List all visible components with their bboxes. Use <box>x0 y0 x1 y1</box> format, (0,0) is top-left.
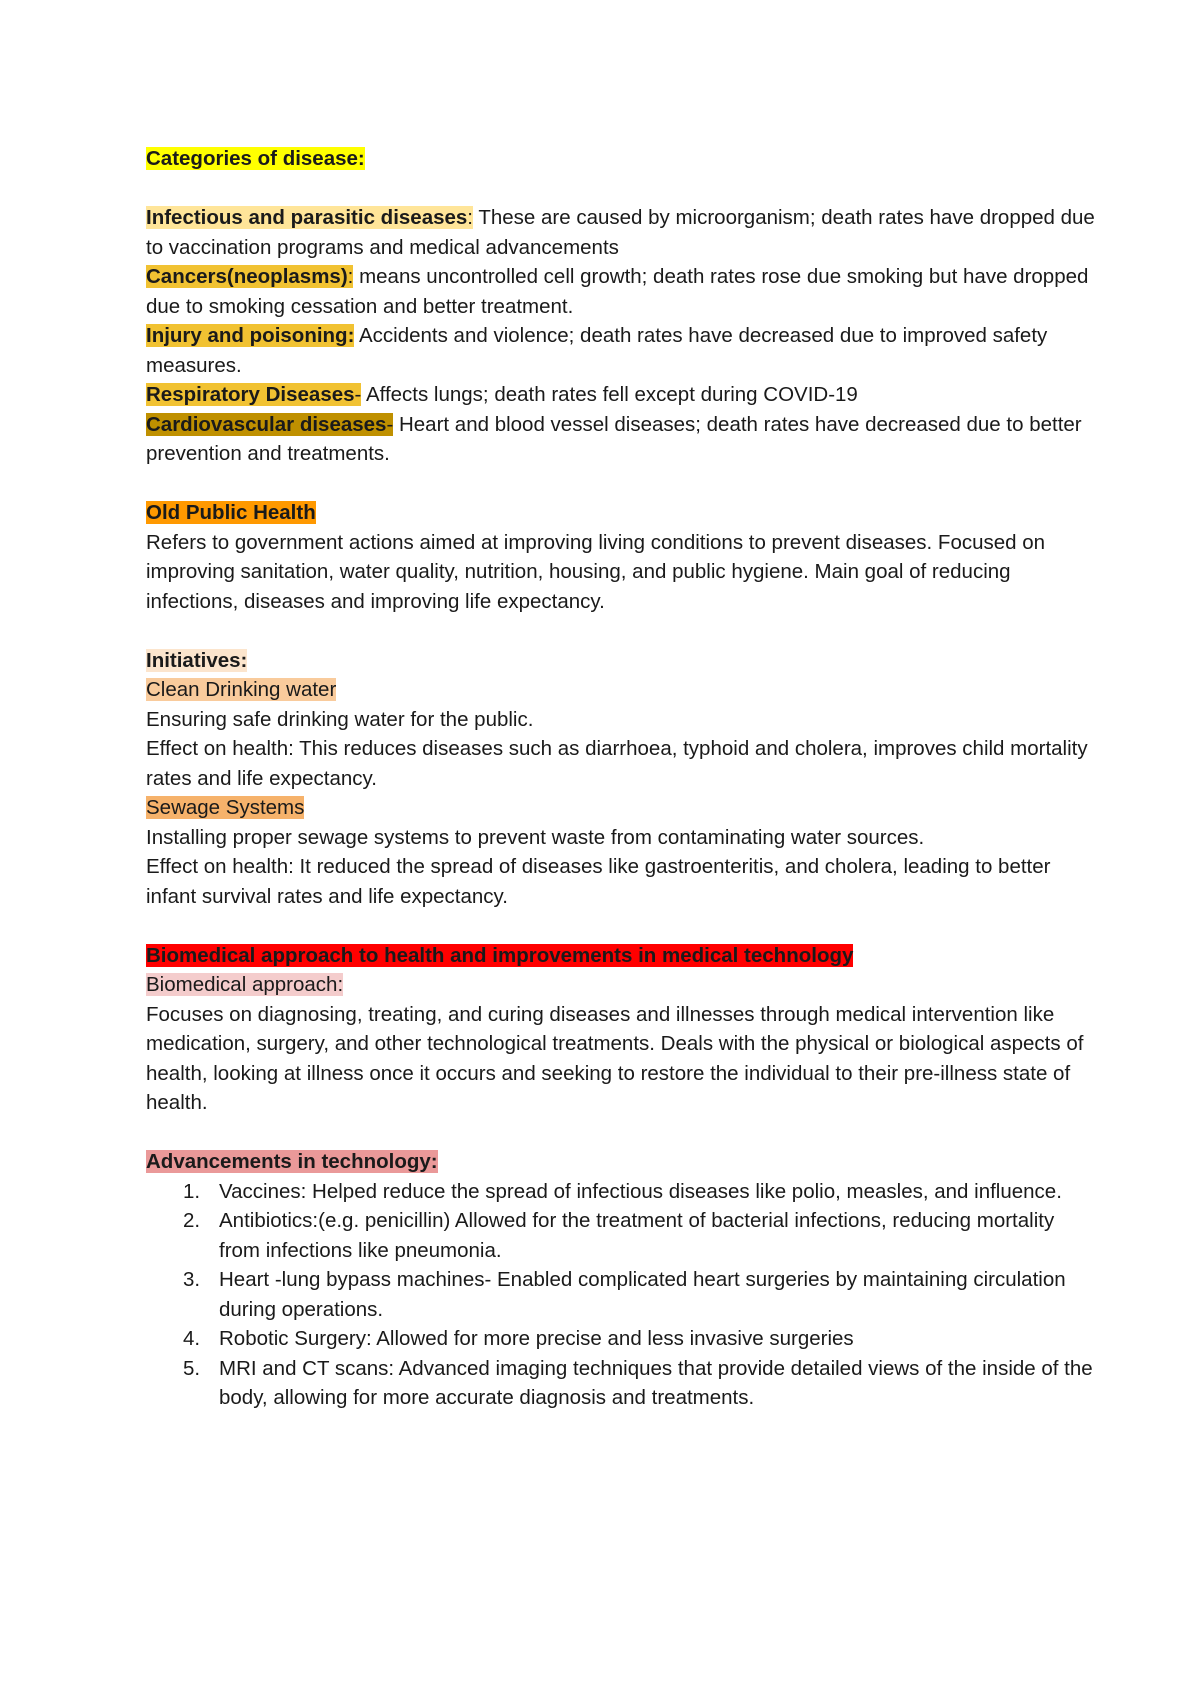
category-text: Affects lungs; death rates fell except during COVID-19 <box>361 383 858 406</box>
category-item: Cancers(neoplasms): means uncontrolled cell growth; death rates rose due smoking but have dropped due to smoking cessation and better treatment. <box>146 265 1089 318</box>
initiative-name: Sewage Systems <box>146 796 305 819</box>
list-item: 3. Heart -lung bypass machines- Enabled complicated heart surgeries by maintaining circulation during operations. <box>183 1268 1066 1321</box>
category-item: Infectious and parasitic diseases: These are caused by microorganism; death rates have dropped due to vaccination programs and medical advancements <box>146 206 1095 259</box>
category-term: Injury and poisoning: <box>146 324 355 347</box>
category-term: Cardiovascular diseases <box>146 412 387 436</box>
list-item: 5. MRI and CT scans: Advanced imaging techniques that provide detailed views of the inside of the body, allowing for more accurate diagnosis and treatments. <box>183 1356 1093 1409</box>
categories-heading-line <box>146 144 1100 174</box>
advancements-list <box>146 1177 1100 1413</box>
category-item <box>146 321 1100 380</box>
category-text: These are caused by microorganism; death rates have dropped due to vaccination programs and medical advancements <box>146 206 1095 259</box>
biomedical-body: Focuses on diagnosing, treating, and curing diseases and illnesses through medical intervention like medication, surgery, and other technological treatments. Deals with the physical or biological aspects of health, looking at illness once it occurs and seeking to restore the individual to their pre-illness state of health. <box>146 1002 1084 1114</box>
category-item: Respiratory Diseases- Affects lungs; death rates fell except during COVID-19 <box>146 383 858 406</box>
category-text: Heart and blood vessel diseases; death rates have decreased due to better prevention and treatments. <box>146 412 1082 465</box>
initiative-desc: Installing proper sewage systems to prevent waste from contaminating water sources. <box>146 825 925 849</box>
old-public-health-section <box>146 498 1100 616</box>
category-item: Cardiovascular diseases- Heart and blood vessel diseases; death rates have decreased due to better prevention and treatments. <box>146 412 1082 465</box>
initiatives-title: Initiatives: <box>146 648 248 672</box>
old-public-health-title: Old Public Health <box>146 501 316 524</box>
list-item: 1. Vaccines: Helped reduce the spread of infectious diseases like polio, measles, and influence. <box>183 1179 1062 1203</box>
biomedical-subtitle: Biomedical approach: <box>146 973 344 996</box>
category-term: Infectious and parasitic diseases <box>146 206 468 229</box>
biomedical-section <box>146 941 1100 1118</box>
old-public-health-body: Refers to government actions aimed at improving living conditions to prevent diseases. Focused on improving sanitation, water quality, nutrition, housing, and public hygiene. Main goal of reducing infections, diseases and improving life expectancy. <box>146 530 1046 613</box>
biomedical-title: Biomedical approach to health and improvements in medical technology <box>146 943 854 967</box>
initiative-effect: Effect on health: It reduced the spread of diseases like gastroenteritis, and cholera, leading to better infant survival rates and life expectancy. <box>146 855 1051 908</box>
advancements-title: Advancements in technology: <box>146 1150 438 1173</box>
initiatives-section <box>146 646 1100 912</box>
list-item: 4. Robotic Surgery: Allowed for more precise and less invasive surgeries <box>183 1327 854 1350</box>
category-term: Cancers(neoplasms) <box>146 265 348 288</box>
categories-heading: Categories of disease: <box>146 147 365 170</box>
initiative-name: Clean Drinking water <box>146 678 337 701</box>
initiative-desc: Ensuring safe drinking water for the public. <box>146 707 534 731</box>
categories-list <box>146 203 1100 469</box>
category-text: Accidents and violence; death rates have decreased due to improved safety measures. <box>146 324 1048 377</box>
advancements-section <box>146 1147 1100 1413</box>
list-item: 2. Antibiotics:(e.g. penicillin) Allowed for the treatment of bacterial infections, reducing mortality from infections like pneumonia. <box>183 1209 1055 1262</box>
category-term: Respiratory Diseases <box>146 383 355 406</box>
initiative-effect: Effect on health: This reduces diseases such as diarrhoea, typhoid and cholera, improves child mortality rates and life expectancy. <box>146 737 1088 790</box>
category-text: means uncontrolled cell growth; death rates rose due smoking but have dropped due to smoking cessation and better treatment. <box>146 265 1089 318</box>
